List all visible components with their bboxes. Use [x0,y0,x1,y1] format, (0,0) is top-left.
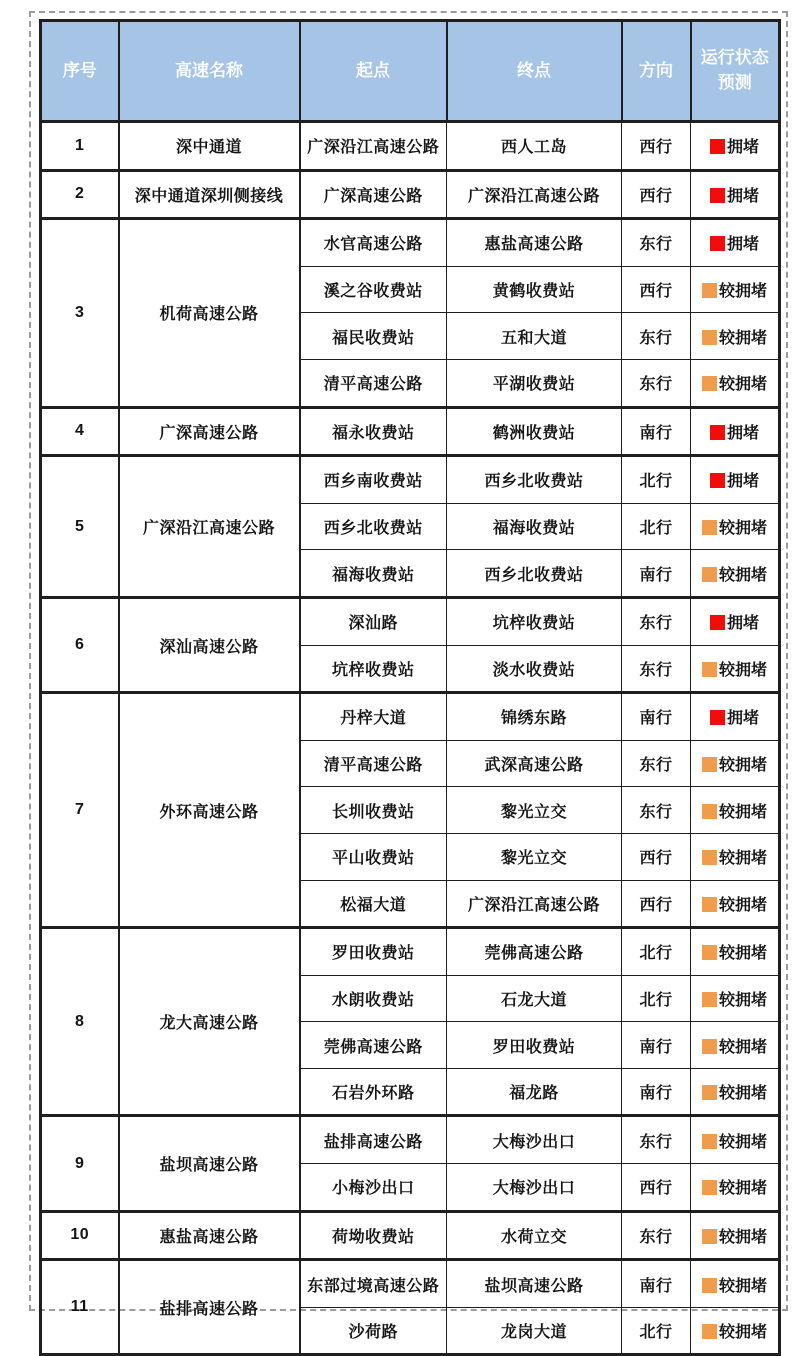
cell-direction: 东行 [622,1116,691,1164]
status-cell [691,313,780,360]
cell-direction: 东行 [622,645,691,693]
cell-end: 五和大道 [447,313,622,360]
cell-index: 7 [41,693,119,928]
status-cell [691,503,780,550]
cell-highway-name: 深中通道 [119,122,300,171]
cell-start: 坑梓收费站 [300,645,447,693]
status-color-square-icon [710,473,725,488]
cell-direction: 南行 [622,550,691,598]
status-cell [691,1307,780,1355]
cell-index: 3 [41,219,119,407]
status-cell [691,266,780,313]
status-color-square-icon [710,236,725,251]
status-label: 拥堵 [726,187,759,205]
cell-highway-name: 机荷高速公路 [119,219,300,407]
cell-start: 石岩外环路 [300,1068,447,1116]
cell-start: 清平高速公路 [300,740,447,787]
cell-direction: 南行 [622,1022,691,1069]
cell-start: 深汕路 [300,597,447,645]
status-cell [691,170,780,219]
cell-end: 黎光立交 [447,833,622,880]
status-cell [691,693,780,741]
cell-end: 大梅沙出口 [447,1164,622,1212]
cell-end: 西乡北收费站 [447,456,622,504]
cell-start: 东部过境高速公路 [300,1260,447,1308]
cell-start: 广深沿江高速公路 [300,122,447,171]
table-row [41,928,780,976]
cell-highway-name: 外环高速公路 [119,693,300,928]
cell-direction: 南行 [622,693,691,741]
cell-direction: 西行 [622,122,691,171]
status-cell [691,928,780,976]
status-color-square-icon [702,897,717,912]
table-row [41,1116,780,1164]
status-color-square-icon [702,992,717,1007]
cell-index: 8 [41,928,119,1116]
status-color-square-icon [702,520,717,535]
status-color-square-icon [702,283,717,298]
cell-index: 6 [41,597,119,692]
cell-index: 11 [41,1260,119,1355]
cell-direction: 东行 [622,313,691,360]
cell-direction: 北行 [622,456,691,504]
cell-end: 西乡北收费站 [447,550,622,598]
cell-direction: 南行 [622,1068,691,1116]
cell-start: 沙荷路 [300,1307,447,1355]
status-cell [691,219,780,267]
status-cell [691,550,780,598]
status-label: 较拥堵 [718,1038,767,1056]
status-cell [691,1116,780,1164]
status-color-square-icon [710,425,725,440]
cell-direction: 西行 [622,170,691,219]
cell-highway-name: 龙大高速公路 [119,928,300,1116]
table-row [41,122,780,171]
status-label: 较拥堵 [718,1228,767,1246]
cell-end: 坑梓收费站 [447,597,622,645]
status-label: 较拥堵 [718,376,767,394]
status-label: 较拥堵 [718,661,767,679]
status-cell [691,880,780,928]
status-color-square-icon [702,567,717,582]
status-color-square-icon [702,330,717,345]
status-color-square-icon [702,1039,717,1054]
status-cell [691,1068,780,1116]
status-label: 较拥堵 [718,1085,767,1103]
cell-end: 水荷立交 [447,1211,622,1260]
cell-end: 盐坝高速公路 [447,1260,622,1308]
cell-start: 松福大道 [300,880,447,928]
table-row [41,597,780,645]
cell-highway-name: 深汕高速公路 [119,597,300,692]
status-color-square-icon [702,804,717,819]
table-body [41,122,780,1355]
cell-start: 福永收费站 [300,407,447,456]
cell-highway-name: 广深高速公路 [119,407,300,456]
cell-end: 黎光立交 [447,787,622,834]
cell-start: 广深高速公路 [300,170,447,219]
status-color-square-icon [702,850,717,865]
status-label: 较拥堵 [718,329,767,347]
status-cell [691,1260,780,1308]
cell-start: 水朗收费站 [300,975,447,1022]
status-label: 较拥堵 [718,520,767,538]
col-header-index: 序号 [41,21,119,122]
cell-direction: 南行 [622,1260,691,1308]
cell-direction: 东行 [622,597,691,645]
cell-index: 2 [41,170,119,219]
status-cell [691,1164,780,1212]
cell-start: 盐排高速公路 [300,1116,447,1164]
table-row [41,219,780,267]
cell-start: 荷坳收费站 [300,1211,447,1260]
cell-index: 9 [41,1116,119,1211]
traffic-table [39,19,781,1356]
cell-end: 武深高速公路 [447,740,622,787]
col-header-status: 运行状态预测 [691,21,780,122]
cell-start: 福海收费站 [300,550,447,598]
status-color-square-icon [702,662,717,677]
status-label: 较拥堵 [718,1180,767,1198]
cell-start: 水官高速公路 [300,219,447,267]
cell-start: 小梅沙出口 [300,1164,447,1212]
cell-direction: 东行 [622,787,691,834]
cell-end: 莞佛高速公路 [447,928,622,976]
status-label: 较拥堵 [718,283,767,301]
cell-end: 锦绣东路 [447,693,622,741]
cell-end: 黄鹤收费站 [447,266,622,313]
cell-direction: 东行 [622,740,691,787]
cell-end: 龙岗大道 [447,1307,622,1355]
cell-direction: 东行 [622,1211,691,1260]
status-label: 较拥堵 [718,1133,767,1151]
cell-start: 莞佛高速公路 [300,1022,447,1069]
cell-highway-name: 盐坝高速公路 [119,1116,300,1211]
status-label: 拥堵 [726,236,759,254]
cell-end: 罗田收费站 [447,1022,622,1069]
cell-end: 西人工岛 [447,122,622,171]
cell-highway-name: 惠盐高速公路 [119,1211,300,1260]
status-cell [691,787,780,834]
status-label: 较拥堵 [718,803,767,821]
cell-end: 平湖收费站 [447,359,622,407]
cell-end: 鹤洲收费站 [447,407,622,456]
cell-start: 西乡南收费站 [300,456,447,504]
status-color-square-icon [702,945,717,960]
cell-start: 西乡北收费站 [300,503,447,550]
status-color-square-icon [702,1134,717,1149]
status-label: 拥堵 [726,473,759,491]
cell-end: 广深沿江高速公路 [447,170,622,219]
status-color-square-icon [710,139,725,154]
status-cell [691,645,780,693]
status-color-square-icon [710,710,725,725]
status-label: 较拥堵 [718,757,767,775]
status-color-square-icon [702,1324,717,1339]
status-cell [691,1022,780,1069]
cell-highway-name: 盐排高速公路 [119,1260,300,1355]
cell-end: 福龙路 [447,1068,622,1116]
cell-start: 丹梓大道 [300,693,447,741]
cell-end: 福海收费站 [447,503,622,550]
status-cell [691,597,780,645]
table-row [41,1260,780,1308]
cell-end: 大梅沙出口 [447,1116,622,1164]
cell-direction: 西行 [622,833,691,880]
status-label: 拥堵 [726,424,759,442]
status-label: 较拥堵 [718,566,767,584]
cell-direction: 北行 [622,503,691,550]
cell-highway-name: 深中通道深圳侧接线 [119,170,300,219]
status-label: 拥堵 [726,710,759,728]
status-cell [691,122,780,171]
cell-start: 罗田收费站 [300,928,447,976]
status-label: 较拥堵 [718,991,767,1009]
cell-end: 石龙大道 [447,975,622,1022]
status-cell [691,1211,780,1260]
status-cell [691,833,780,880]
table-row [41,693,780,741]
status-color-square-icon [710,188,725,203]
status-cell [691,359,780,407]
status-color-square-icon [702,757,717,772]
cell-direction: 西行 [622,266,691,313]
cell-direction: 东行 [622,359,691,407]
cell-direction: 西行 [622,880,691,928]
status-label: 较拥堵 [718,945,767,963]
table-row [41,456,780,504]
cell-direction: 东行 [622,219,691,267]
status-label: 较拥堵 [718,1324,767,1342]
status-cell [691,975,780,1022]
cell-end: 惠盐高速公路 [447,219,622,267]
table-row [41,170,780,219]
table-row [41,1211,780,1260]
cell-start: 福民收费站 [300,313,447,360]
dashed-outer-frame [29,11,788,1342]
status-color-square-icon [710,615,725,630]
cell-direction: 南行 [622,407,691,456]
status-label: 拥堵 [726,139,759,157]
table-row [41,407,780,456]
status-label: 较拥堵 [718,850,767,868]
cell-direction: 北行 [622,975,691,1022]
col-header-highway-name: 高速名称 [119,21,300,122]
cell-direction: 北行 [622,1307,691,1355]
status-color-square-icon [702,1278,717,1293]
status-color-square-icon [702,1085,717,1100]
cell-index: 4 [41,407,119,456]
col-header-start: 起点 [300,21,447,122]
status-color-square-icon [702,1180,717,1195]
status-cell [691,456,780,504]
status-label: 较拥堵 [718,1277,767,1295]
cell-start: 溪之谷收费站 [300,266,447,313]
cell-start: 长圳收费站 [300,787,447,834]
cell-index: 1 [41,122,119,171]
cell-start: 清平高速公路 [300,359,447,407]
cell-end: 淡水收费站 [447,645,622,693]
header-row [41,21,780,122]
cell-direction: 西行 [622,1164,691,1212]
status-color-square-icon [702,1229,717,1244]
status-color-square-icon [702,376,717,391]
cell-direction: 北行 [622,928,691,976]
col-header-end: 终点 [447,21,622,122]
col-header-direction: 方向 [622,21,691,122]
cell-end: 广深沿江高速公路 [447,880,622,928]
cell-index: 5 [41,456,119,598]
cell-index: 10 [41,1211,119,1260]
cell-start: 平山收费站 [300,833,447,880]
status-label: 拥堵 [726,615,759,633]
status-cell [691,740,780,787]
status-cell [691,407,780,456]
status-label: 较拥堵 [718,896,767,914]
cell-highway-name: 广深沿江高速公路 [119,456,300,598]
